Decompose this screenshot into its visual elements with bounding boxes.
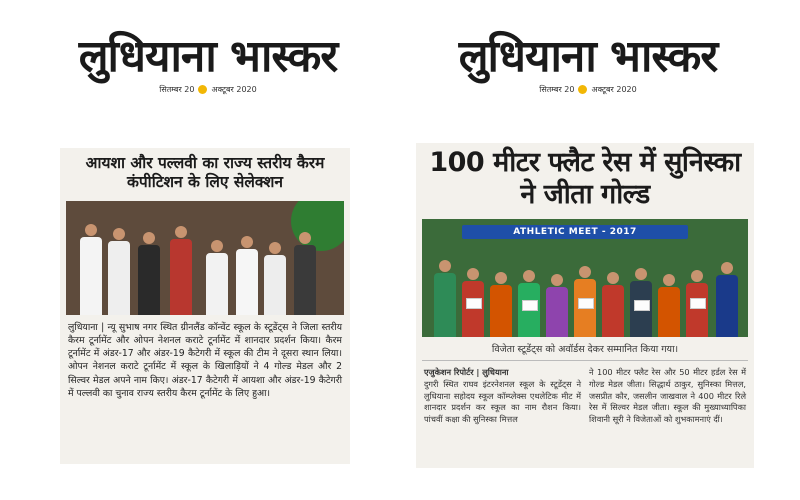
byline: एजुकेशन रिपोर्टर | लुधियाना — [424, 366, 509, 377]
event-banner: ATHLETIC MEET - 2017 — [462, 225, 688, 239]
dateline-left: सितम्बर 20 — [539, 85, 575, 94]
certificate — [578, 298, 594, 309]
person-figure — [138, 232, 160, 315]
person-figure — [294, 232, 316, 315]
sun-logo-icon — [198, 85, 207, 94]
person-figure — [80, 224, 102, 315]
person-figure — [170, 226, 192, 315]
photo-caption: विजेता स्टूडेंट्स को अवॉर्डस देकर सम्मानित किया गया। — [422, 337, 748, 361]
person-figure — [490, 272, 512, 337]
article-column-1 — [424, 367, 581, 426]
dateline-right: अक्टूबर 2020 — [591, 85, 637, 94]
person-figure — [716, 262, 738, 337]
dateline-left: सितम्बर 20 — [159, 85, 195, 94]
article-headline: आयशा और पल्लवी का राज्य स्तरीय कैरम कंपीटिशन के लिए सेलेक्शन — [85, 154, 325, 192]
news-clipping-athletics — [416, 143, 754, 468]
person-figure — [264, 242, 286, 315]
person-figure — [658, 274, 680, 337]
dateline-right: अक्टूबर 2020 — [211, 85, 257, 94]
newspaper-name: लुधियाना भास्कर — [78, 31, 338, 82]
group-photo — [422, 219, 748, 337]
article-columns — [416, 361, 754, 432]
dateline — [418, 84, 758, 95]
news-clipping-carrom — [60, 148, 350, 464]
masthead-right — [418, 32, 758, 95]
article-headline: 100 मीटर फ्लैट रेस में सुनिस्का ने जीता गोल्ड — [429, 147, 741, 210]
certificate — [690, 298, 706, 309]
group-photo — [66, 201, 344, 315]
article-body: लुधियाना | न्यू सुभाष नगर स्थित ग्रीनलैंड कॉन्वेंट स्कूल के स्टूडेंट्स ने जिला स्तरीय कैरम टूर्नामेंट और ओपन नेशनल कराटे टूर्नामेंट में शानदार प्रदर्शन किया। कैरम टूर्नामेंट में अंडर-17 और अंडर-19 कैटेगरी में स्कूल की टीम ने दूसरा स्थान लिया। ओपन नेशनल कराटे टूर्नामेंट में स्कूल के खिलाड़ियों ने 4 गोल्ड मेडल और 2 सिल्वर मेडल अपने नाम किए। अंडर-17 कैटेगरी में आयशा और अंडर-19 कैटेगरी में पल्लवी का चुनाव राज्य स्तरीय कैरम टूर्नामेंट के लिए हुआ। — [68, 321, 342, 399]
certificate — [466, 298, 482, 309]
person-figure — [546, 274, 568, 337]
dateline — [38, 84, 378, 95]
certificate — [634, 300, 650, 311]
certificate — [522, 300, 538, 311]
masthead-left — [38, 32, 378, 95]
person-figure — [434, 260, 456, 337]
person-figure — [236, 236, 258, 315]
person-figure — [602, 272, 624, 337]
newspaper-name: लुधियाना भास्कर — [458, 31, 718, 82]
sun-logo-icon — [578, 85, 587, 94]
article-column-2: ने 100 मीटर फ्लैट रेस और 50 मीटर हर्डल रेस में गोल्ड मेडल जीता। सिद्धार्थ ठाकुर, सुनिस्का मित्तल, जसप्रीत कौर, जसलीन जाखवाल ने 400 मीटर रिले रेस में सिल्वर मेडल जीता। स्कूल की मुख्याध्यापिका शिवानी सूरी ने विजेताओं को शुभकामनाएं दीं। — [589, 366, 746, 425]
column-1-text: दुगरी स्थित राघव इंटरनेशनल स्कूल के स्टूडेंट्स ने लुधियाना सहोदय स्कूल कॉम्प्लेक्स एथलेटिक मीट में शानदार प्रदर्शन कर स्कूल का नाम रौशन किया। पांचवीं कक्षा की सुनिस्का मित्तल — [424, 378, 581, 425]
person-figure — [108, 228, 130, 315]
person-figure — [206, 240, 228, 315]
